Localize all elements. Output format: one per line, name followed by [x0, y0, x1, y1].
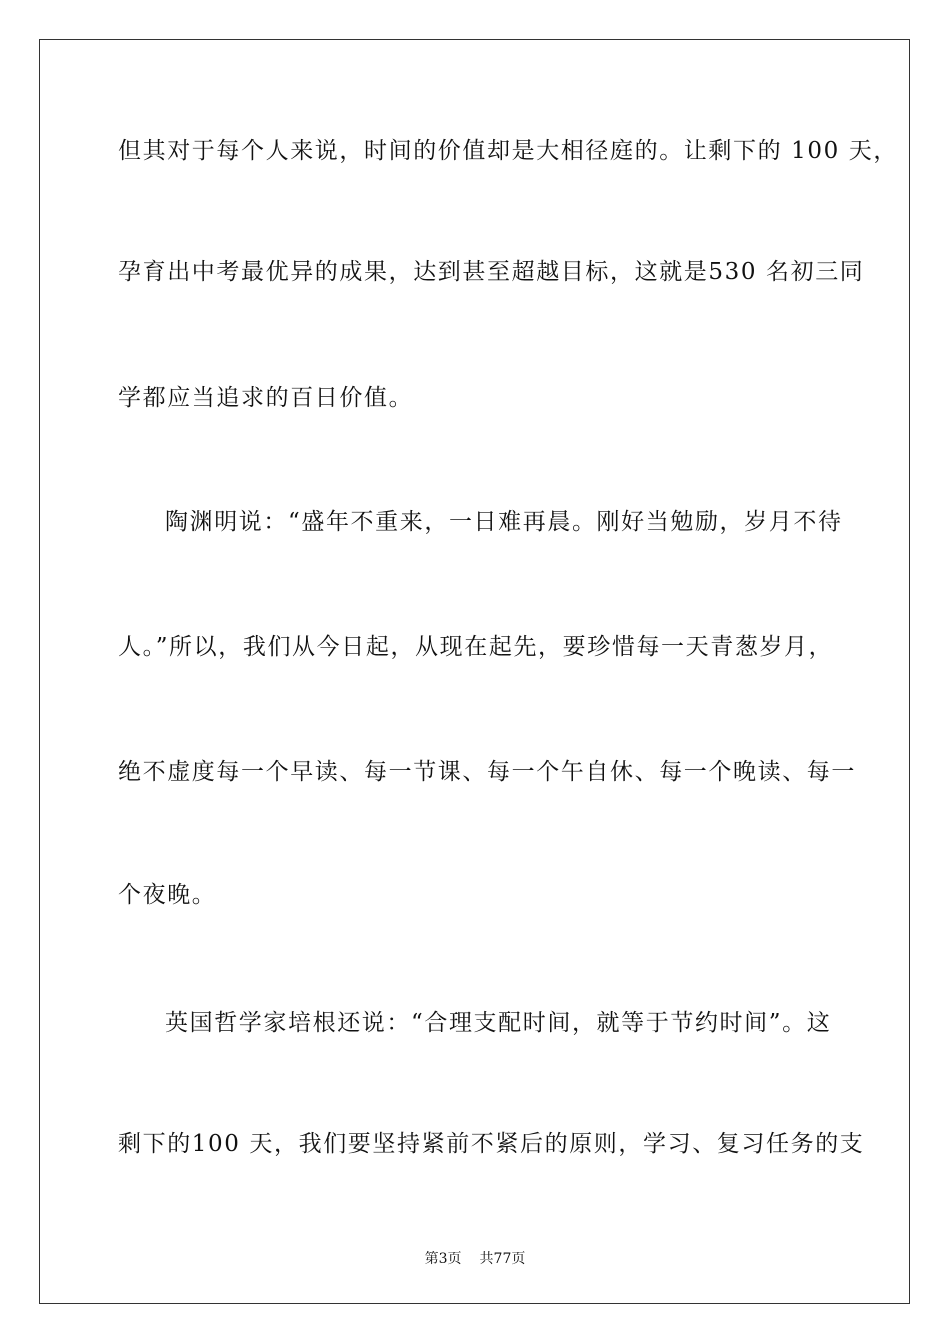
body-line-4: 陶渊明说：“盛年不重来，一日难再晨。刚好当勉励，岁月不待 — [165, 509, 843, 535]
body-line-3: 学都应当追求的百日价值。 — [118, 385, 414, 411]
body-line-5: 人。”所以，我们从今日起，从现在起先，要珍惜每一天青葱岁月， — [118, 634, 834, 660]
body-line-2: 孕育出中考最优异的成果，达到甚至超越目标，这就是530 名初三同 — [118, 259, 865, 285]
body-line-7: 个夜晚。 — [118, 882, 217, 908]
page-number: 第3页 — [424, 1251, 462, 1267]
body-line-9: 剩下的100 天，我们要坚持紧前不紧后的原则，学习、复习任务的支 — [118, 1131, 865, 1157]
page-footer — [0, 1248, 950, 1268]
body-line-8: 英国哲学家培根还说：“合理支配时间，就等于节约时间”。这 — [165, 1010, 832, 1036]
body-line-6: 绝不虚度每一个早读、每一节课、每一个午自休、每一个晚读、每一 — [118, 759, 856, 785]
page-total: 共77页 — [479, 1251, 526, 1267]
page-border — [39, 39, 910, 1304]
body-line-1: 但其对于每个人来说，时间的价值却是大相径庭的。让剩下的 100 天， — [118, 138, 898, 164]
